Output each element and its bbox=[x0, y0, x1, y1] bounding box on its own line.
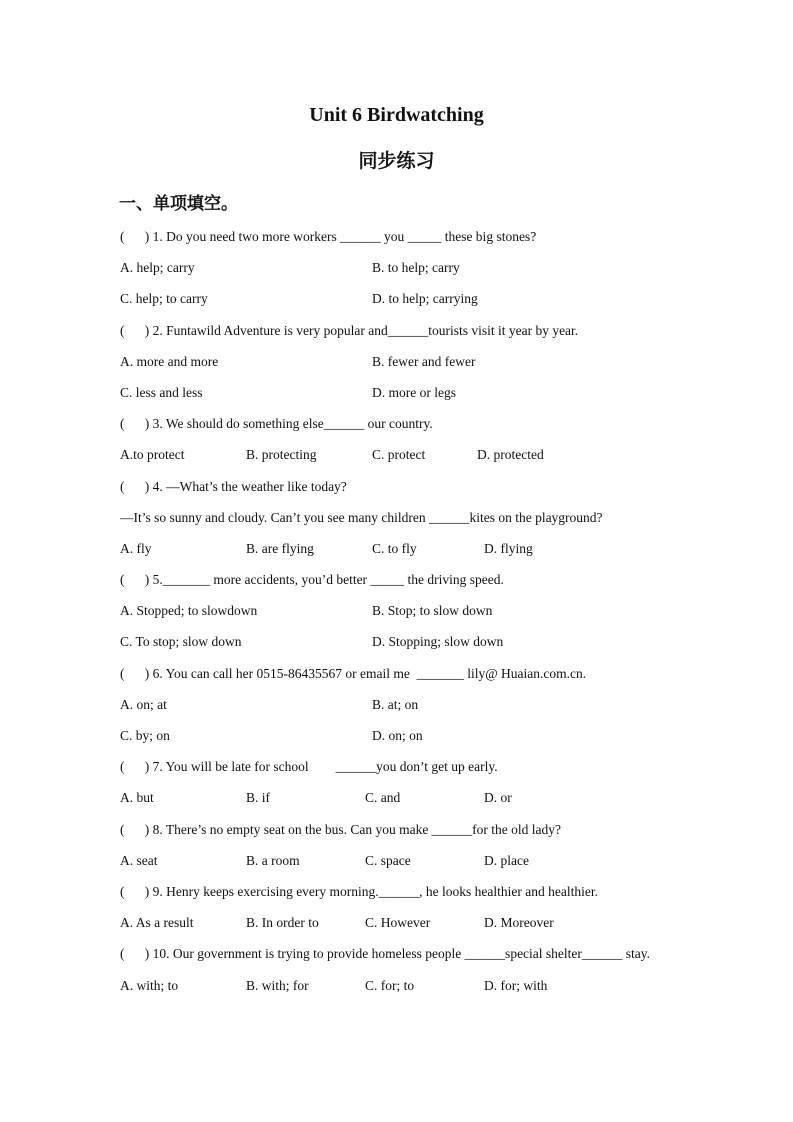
option-b: B. to help; carry bbox=[372, 260, 460, 276]
option-b: B. fewer and fewer bbox=[372, 353, 476, 369]
option-row bbox=[120, 728, 700, 759]
option-c: C. However bbox=[365, 915, 431, 931]
option-d: D. flying bbox=[484, 540, 533, 556]
option-row bbox=[120, 260, 700, 291]
option-a: A. help; carry bbox=[120, 260, 195, 276]
option-d: D. Stopping; slow down bbox=[372, 634, 504, 650]
option-c: C. protect bbox=[372, 447, 426, 463]
option-d: D. more or legs bbox=[372, 384, 456, 400]
option-a: A. As a result bbox=[120, 915, 194, 931]
option-d: D. for; with bbox=[484, 977, 548, 993]
option-a: A. Stopped; to slowdown bbox=[120, 603, 258, 619]
question-stem: ( ) 9. Henry keeps exercising every morning.______, he looks healthier and healthier. bbox=[120, 883, 598, 899]
option-row bbox=[120, 385, 700, 416]
question-stem: ( ) 4. —What’s the weather like today? bbox=[120, 478, 347, 494]
option-b: B. Stop; to slow down bbox=[372, 603, 493, 619]
option-c: C. To stop; slow down bbox=[120, 634, 242, 650]
option-d: D. protected bbox=[477, 447, 544, 463]
option-row bbox=[120, 291, 700, 322]
option-row bbox=[120, 697, 700, 728]
option-c: C. by; on bbox=[120, 728, 170, 743]
question-stem: ( ) 10. Our government is trying to provide homeless people ______special shelter______ stay. bbox=[120, 946, 651, 962]
question-stem: ( ) 5._______ more accidents, you’d better _____ the driving speed. bbox=[120, 572, 504, 588]
question-stem: ( ) 1. Do you need two more workers ______ you _____ these big stones? bbox=[120, 229, 537, 244]
option-a: A. on; at bbox=[120, 696, 167, 712]
option-b: B. a room bbox=[246, 852, 300, 868]
page-title: Unit 6 Birdwatching bbox=[309, 104, 484, 126]
option-a: A.to protect bbox=[120, 447, 185, 463]
question-stem: ( ) 8. There’s no empty seat on the bus. Can you make ______for the old lady? bbox=[120, 821, 562, 837]
option-a: A. fly bbox=[120, 540, 152, 556]
option-b: B. In order to bbox=[246, 915, 319, 931]
option-d: D. or bbox=[484, 790, 512, 806]
option-c: C. space bbox=[365, 852, 411, 868]
option-a: A. but bbox=[120, 790, 154, 806]
option-b: B. if bbox=[246, 790, 271, 806]
option-c: C. help; to carry bbox=[120, 291, 208, 307]
option-c: C. to fly bbox=[372, 540, 417, 556]
page-subtitle: 同步练习 bbox=[358, 150, 435, 172]
option-d: D. on; on bbox=[372, 728, 423, 743]
option-b: B. at; on bbox=[372, 696, 419, 712]
option-a: A. more and more bbox=[120, 353, 219, 369]
option-row bbox=[120, 915, 700, 946]
option-a: A. with; to bbox=[120, 977, 179, 993]
option-b: B. are flying bbox=[246, 540, 314, 556]
question-list bbox=[120, 229, 700, 1009]
option-row bbox=[120, 541, 700, 572]
option-c: C. for; to bbox=[365, 977, 415, 993]
question-stem-continued: —It’s so sunny and cloudy. Can’t you see many children ______kites on the playground? bbox=[120, 509, 603, 525]
option-row bbox=[120, 790, 700, 821]
option-row bbox=[120, 853, 700, 884]
option-c: C. less and less bbox=[120, 384, 203, 400]
question-stem: ( ) 6. You can call her 0515-86435567 or email me _______ lily@ Huaian.com.cn. bbox=[120, 665, 587, 681]
section-heading: 一、单项填空。 bbox=[119, 194, 238, 214]
option-row bbox=[120, 634, 700, 665]
option-d: D. place bbox=[484, 852, 529, 868]
question-stem: ( ) 7. You will be late for school ______you don’t get up early. bbox=[120, 759, 498, 775]
option-b: B. protecting bbox=[246, 447, 317, 463]
option-d: D. to help; carrying bbox=[372, 291, 478, 307]
question-stem: ( ) 2. Funtawild Adventure is very popular and______tourists visit it year by year. bbox=[120, 322, 579, 338]
option-d: D. Moreover bbox=[484, 915, 554, 931]
option-row bbox=[120, 354, 700, 385]
option-c: C. and bbox=[365, 790, 401, 806]
question-stem: ( ) 3. We should do something else______ our country. bbox=[120, 416, 433, 432]
option-row bbox=[120, 447, 700, 478]
option-row bbox=[120, 603, 700, 634]
option-row bbox=[120, 978, 700, 1009]
option-b: B. with; for bbox=[246, 977, 309, 993]
option-a: A. seat bbox=[120, 852, 158, 868]
